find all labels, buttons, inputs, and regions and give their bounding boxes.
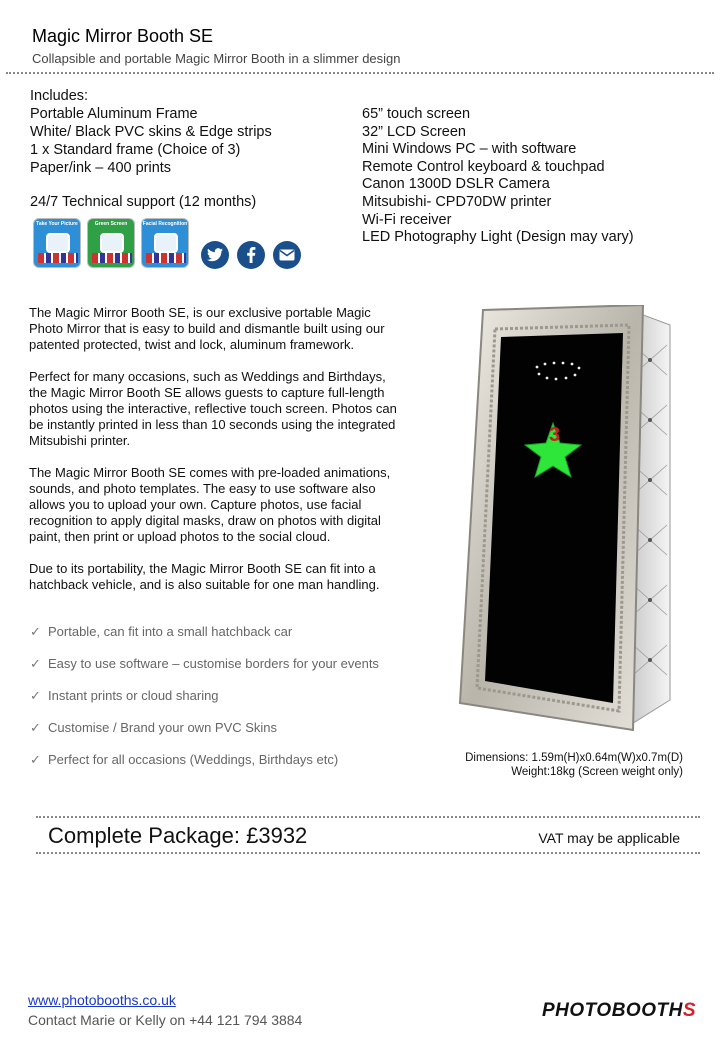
description-paragraph: The Magic Mirror Booth SE, is our exclusive portable Magic Photo Mirror that is easy to build and dismantle built using our patented protected, twist and lock, aluminum framework. (29, 305, 385, 352)
checkmark-icon: ✓ (30, 656, 41, 671)
twitter-icon[interactable] (201, 241, 229, 269)
logo-main: PHOTOBOOTH (541, 1000, 683, 1021)
checklist-text: Instant prints or cloud sharing (48, 688, 219, 703)
includes-item: White/ Black PVC skins & Edge strips (30, 124, 272, 140)
checkmark-icon: ✓ (30, 688, 41, 703)
facial-recognition-thumbnail (141, 218, 189, 268)
countdown-number: 3 (549, 424, 561, 446)
logo-accent: S (682, 1000, 696, 1021)
weight-text: Weight:18kg (Screen weight only) (511, 766, 683, 778)
checklist-item (30, 752, 379, 784)
spec-item: Remote Control keyboard & touchpad (362, 158, 605, 175)
contact-text: Contact Marie or Kelly on +44 121 794 3884 (28, 1012, 303, 1028)
dimensions-text: Dimensions: 1.59m(H)x0.64m(W)x0.7m(D) (465, 752, 683, 764)
spec-item: Wi-Fi receiver (362, 211, 452, 228)
checklist-item (30, 688, 379, 720)
checkmark-icon: ✓ (30, 752, 41, 767)
page-title: Magic Mirror Booth SE (32, 26, 214, 46)
includes-item: Portable Aluminum Frame (30, 106, 198, 122)
includes-item: 1 x Standard frame (Choice of 3) (30, 142, 241, 158)
email-icon[interactable] (273, 241, 301, 269)
description-paragraph: The Magic Mirror Booth SE comes with pre-loaded animations, sounds, and photo templates. The easy to use software also allows you to upload your own. Capture photos, use facial recognition to apply digital masks, draw on photos with digital paint, then print or upload photos to the social cloud. (29, 465, 391, 544)
product-dimensions (465, 751, 683, 779)
checklist-item (30, 720, 379, 752)
spec-item: Mitsubishi- CPD70DW printer (362, 193, 552, 210)
thumbnail-caption: Facial Recognition (142, 221, 188, 227)
mirror-screen (485, 333, 623, 703)
camera-icon (100, 233, 124, 253)
includes-heading: Includes: (30, 88, 89, 104)
website-link[interactable]: www.photobooths.co.uk (28, 992, 176, 1008)
checklist-text: Portable, can fit into a small hatchback car (48, 624, 293, 639)
take-picture-thumbnail (33, 218, 81, 268)
thumbnail-caption: Take Your Picture (36, 221, 78, 227)
header-divider (6, 72, 714, 74)
checklist-item (30, 656, 379, 688)
package-price: Complete Package: £3932 (48, 823, 308, 848)
checklist-text: Perfect for all occasions (Weddings, Birthdays etc) (48, 752, 339, 767)
photo-strip (38, 253, 78, 263)
package-divider-bottom (36, 852, 700, 854)
package-divider-top (36, 816, 700, 818)
spec-item: 65” touch screen (362, 106, 471, 122)
spec-item: Canon 1300D DSLR Camera (362, 176, 550, 193)
green-screen-thumbnail (87, 218, 135, 268)
thumbnail-caption: Green Screen (94, 221, 128, 227)
product-description (29, 305, 404, 609)
photo-strip (92, 253, 132, 263)
magic-mirror-product-image (455, 305, 705, 735)
checklist-item (30, 624, 379, 656)
checkmark-icon: ✓ (30, 720, 41, 735)
support-text: 24/7 Technical support (12 months) (30, 194, 257, 210)
checklist-text: Customise / Brand your own PVC Skins (48, 720, 278, 735)
page-subtitle: Collapsible and portable Magic Mirror Booth in a slimmer design (32, 51, 401, 66)
includes-section (30, 87, 272, 211)
feature-checklist (30, 624, 379, 784)
spec-item: 32” LCD Screen (362, 123, 466, 140)
checkmark-icon: ✓ (30, 624, 41, 639)
feature-thumbnails (33, 218, 189, 268)
checklist-text: Easy to use software – customise borders for your events (48, 656, 379, 671)
photo-strip (146, 253, 186, 263)
photobooths-logo (542, 1000, 696, 1022)
vat-note: VAT may be applicable (538, 830, 680, 846)
includes-item: Paper/ink – 400 prints (30, 160, 172, 176)
spec-item: LED Photography Light (Design may vary) (362, 229, 634, 246)
specs-list (362, 106, 634, 247)
camera-icon (46, 233, 70, 253)
description-paragraph: Perfect for many occasions, such as Weddings and Birthdays, the Magic Mirror Booth SE allows guests to capture full-length photos using the interactive, reflective touch screen. Photos can be instantly printed in less than 10 seconds using the integrated Mitsubishi printer. (29, 369, 397, 448)
description-paragraph: Due to its portability, the Magic Mirror Booth SE can fit into a hatchback vehicle, and is also suitable for one man handling. (29, 561, 380, 592)
camera-icon (154, 233, 178, 253)
facebook-icon[interactable] (237, 241, 265, 269)
spec-item: Mini Windows PC – with software (362, 141, 577, 158)
social-links (201, 241, 301, 269)
